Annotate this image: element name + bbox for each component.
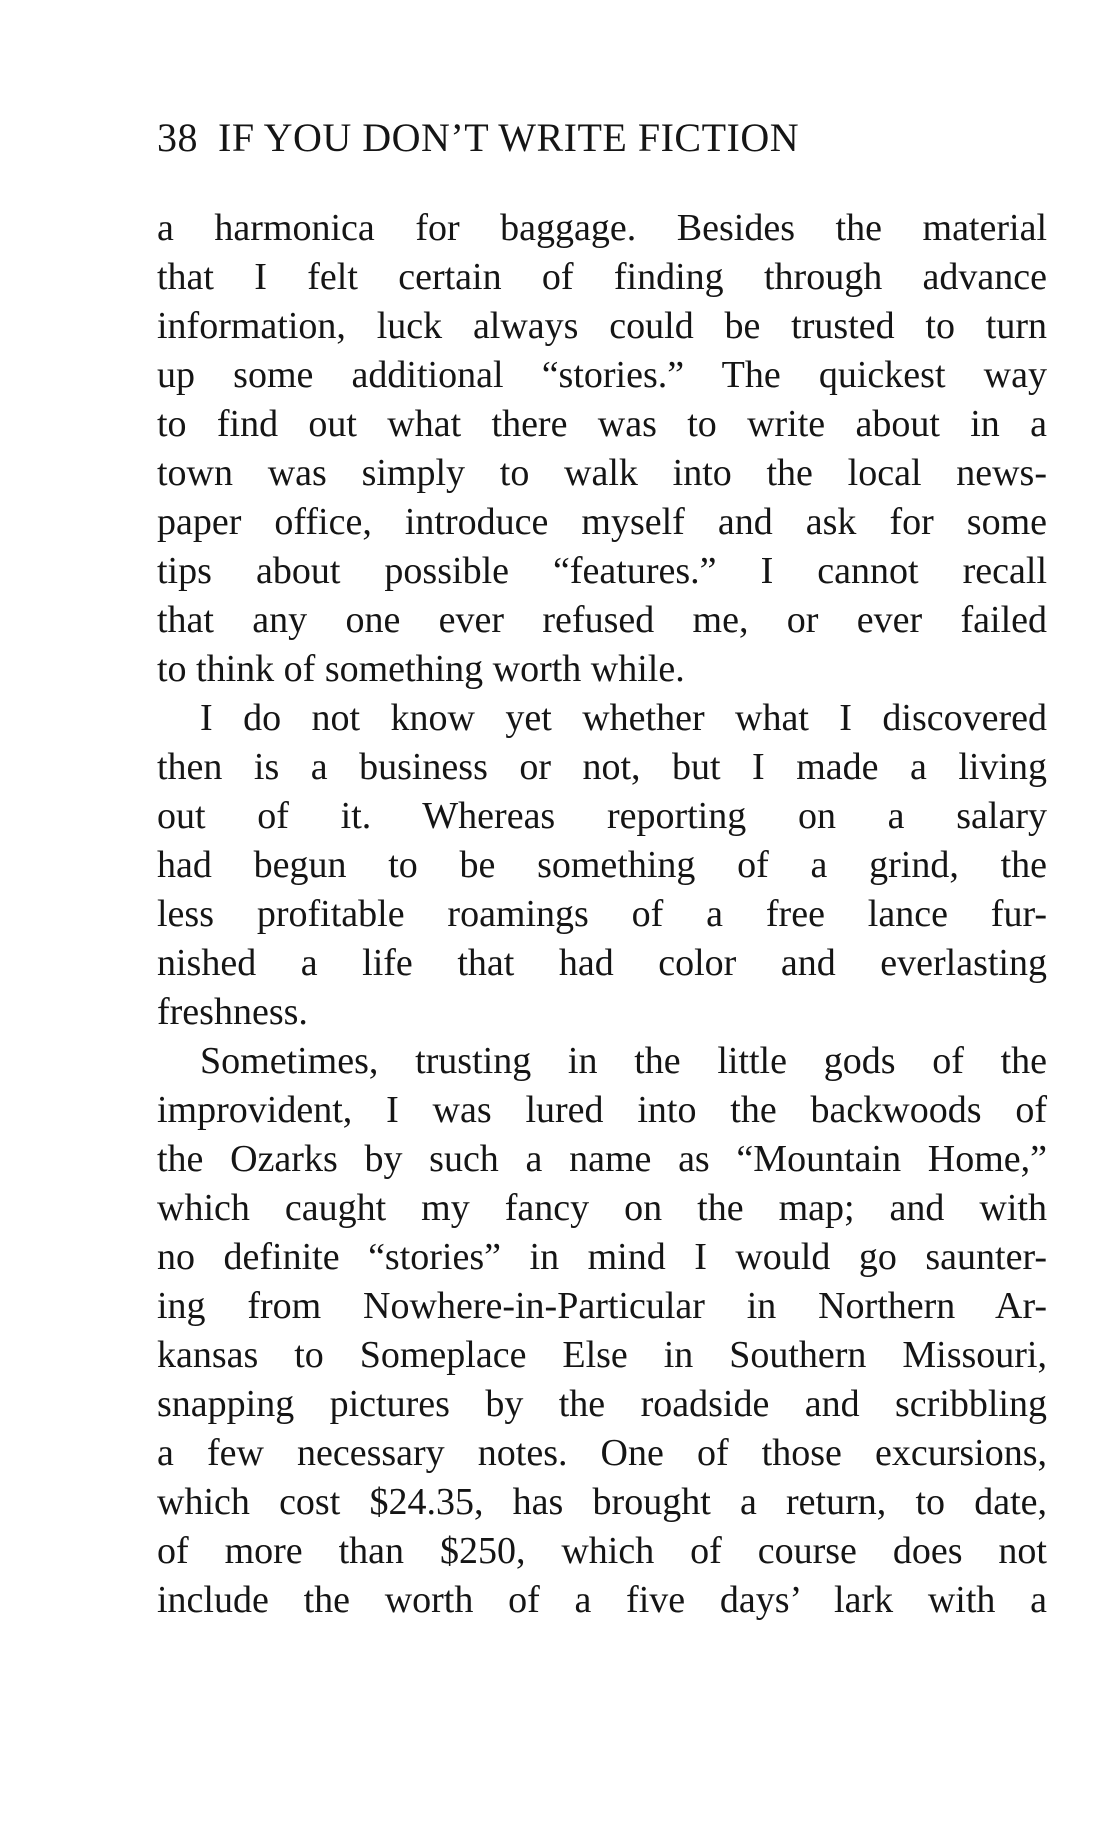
text-line: nished a life that had color and everlasting bbox=[157, 942, 1047, 984]
text-line: less profitable roamings of a free lance fur- bbox=[157, 893, 1047, 935]
text-line: to find out what there was to write about in a bbox=[157, 403, 1047, 445]
text-line: that any one ever refused me, or ever failed bbox=[157, 599, 1047, 641]
text-line: then is a business or not, but I made a living bbox=[157, 746, 1047, 788]
text-line: a few necessary notes. One of those excursions, bbox=[157, 1432, 1047, 1474]
text-line: snapping pictures by the roadside and scribbling bbox=[157, 1383, 1047, 1425]
text-line: freshness. bbox=[157, 991, 308, 1033]
text-line: information, luck always could be trusted to turn bbox=[157, 305, 1047, 347]
text-line: ing from Nowhere-in-Particular in Northern Ar- bbox=[157, 1285, 1047, 1327]
paragraph bbox=[157, 1037, 1047, 1625]
text-line: kansas to Someplace Else in Southern Missouri, bbox=[157, 1334, 1047, 1376]
text-line: which caught my fancy on the map; and with bbox=[157, 1187, 1047, 1229]
page-number: 38 bbox=[157, 115, 198, 160]
text-line: of more than $250, which of course does not bbox=[157, 1530, 1047, 1572]
body-text bbox=[157, 204, 1047, 1625]
text-line: up some additional “stories.” The quickest way bbox=[157, 354, 1047, 396]
text-line: town was simply to walk into the local news- bbox=[157, 452, 1047, 494]
text-line: I do not know yet whether what I discovered bbox=[200, 697, 1047, 739]
text-line: include the worth of a five days’ lark with a bbox=[157, 1579, 1047, 1621]
text-line: improvident, I was lured into the backwoods of bbox=[157, 1089, 1047, 1131]
text-line: the Ozarks by such a name as “Mountain Home,” bbox=[157, 1138, 1047, 1180]
text-line: tips about possible “features.” I cannot recall bbox=[157, 550, 1047, 592]
paragraph bbox=[157, 694, 1047, 1037]
text-line: that I felt certain of finding through advance bbox=[157, 256, 1047, 298]
text-line: out of it. Whereas reporting on a salary bbox=[157, 795, 1047, 837]
text-line: a harmonica for baggage. Besides the material bbox=[157, 207, 1047, 249]
text-line: had begun to be something of a grind, the bbox=[157, 844, 1047, 886]
paragraph bbox=[157, 204, 1047, 694]
text-line: to think of something worth while. bbox=[157, 648, 685, 690]
text-line: no definite “stories” in mind I would go saunter- bbox=[157, 1236, 1047, 1278]
running-head bbox=[157, 112, 977, 164]
text-line: which cost $24.35, has brought a return, to date, bbox=[157, 1481, 1047, 1523]
text-line: Sometimes, trusting in the little gods of the bbox=[200, 1040, 1047, 1082]
text-line: paper office, introduce myself and ask for some bbox=[157, 501, 1047, 543]
running-title: IF YOU DON’T WRITE FICTION bbox=[218, 115, 800, 160]
